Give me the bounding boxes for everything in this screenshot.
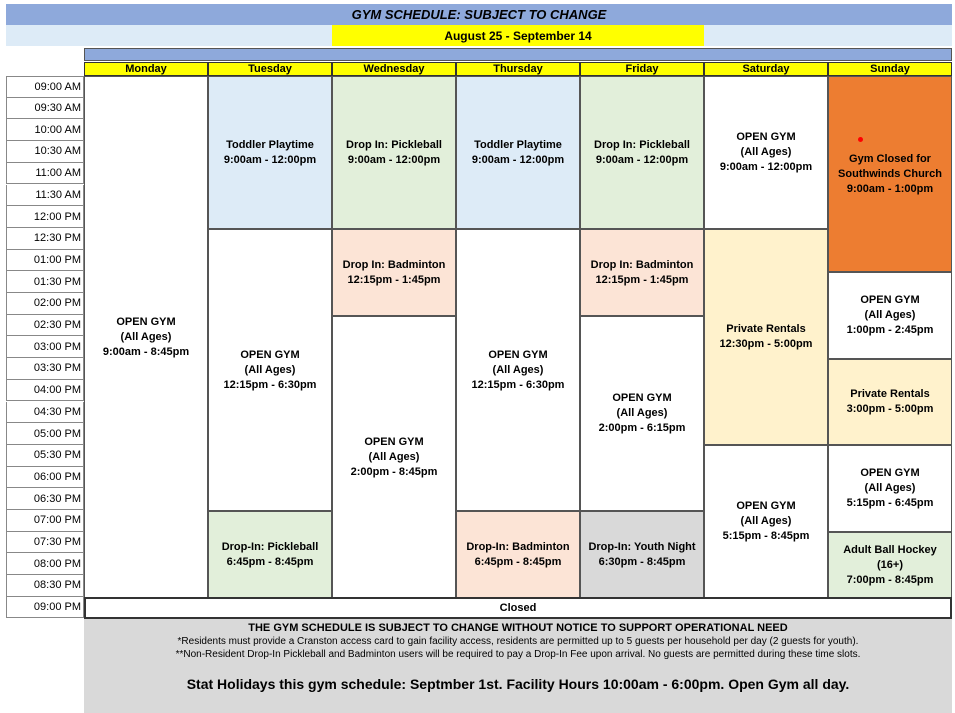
block-friday-youth-night xyxy=(580,511,704,598)
block-saturday-private-rentals xyxy=(704,229,828,445)
time-label: 07:30 PM xyxy=(6,532,84,554)
day-header-tuesday: Tuesday xyxy=(208,62,332,76)
block-line: 6:45pm - 8:45pm xyxy=(226,555,314,568)
block-line: OPEN GYM xyxy=(240,348,300,361)
block-line: OPEN GYM xyxy=(116,315,176,328)
block-line: Southwinds Church xyxy=(838,167,942,180)
block-tuesday-pickleball xyxy=(208,511,332,598)
block-line: OPEN GYM xyxy=(860,467,920,479)
block-line: (16+) xyxy=(877,558,903,571)
block-line: Drop-In: Badminton xyxy=(466,540,570,553)
date-range: August 25 - September 14 xyxy=(332,25,704,46)
footer-notice: THE GYM SCHEDULE IS SUBJECT TO CHANGE WITHOUT NOTICE TO SUPPORT OPERATIONAL NEED xyxy=(248,622,788,634)
block-line: 9:00am - 12:00pm xyxy=(471,153,565,166)
block-line: Gym Closed for xyxy=(849,152,931,165)
block-line: (All Ages) xyxy=(740,146,792,158)
block-line: (All Ages) xyxy=(616,407,668,419)
block-line: 9:00am - 12:00pm xyxy=(347,153,441,166)
block-line: (All Ages) xyxy=(492,363,544,376)
day-header-wednesday: Wednesday xyxy=(332,62,456,76)
block-line: Drop In: Pickleball xyxy=(594,138,690,151)
time-label: 05:30 PM xyxy=(6,445,84,467)
red-dot-marker xyxy=(858,137,863,142)
block-line: 9:00am - 12:00pm xyxy=(719,161,813,173)
block-line: Drop In: Badminton xyxy=(342,258,446,271)
block-line: 5:15pm - 6:45pm xyxy=(846,497,934,509)
time-label: 12:00 PM xyxy=(6,206,84,228)
block-sunday-gym-closed xyxy=(828,76,952,272)
block-sunday-ball-hockey xyxy=(828,532,952,598)
block-line: OPEN GYM xyxy=(736,131,796,143)
block-line: 9:00am - 12:00pm xyxy=(595,153,689,166)
footer-nonresident-note: **Non-Resident Drop-In Pickleball and Badminton users will be required to pay a Drop-In Fee upon arrival. No guests are permitted during these time slots. xyxy=(175,649,861,660)
block-line: 9:00am - 12:00pm xyxy=(223,153,317,166)
time-label: 11:30 AM xyxy=(6,185,84,207)
day-header-sunday: Sunday xyxy=(828,62,952,76)
footer-resident-note: *Residents must provide a Cranston access card to gain facility access, residents are permitted up to 5 guests per household per day (2 guests for youth). xyxy=(177,636,859,647)
time-label: 03:00 PM xyxy=(6,336,84,358)
block-line: Drop In: Pickleball xyxy=(346,138,442,151)
block-line: OPEN GYM xyxy=(364,435,424,448)
time-label: 10:30 AM xyxy=(6,141,84,163)
block-line: (All Ages) xyxy=(864,309,916,321)
time-label: 09:00 PM xyxy=(6,597,84,619)
time-label: 06:30 PM xyxy=(6,488,84,510)
block-saturday-open-gym-evening xyxy=(704,445,828,598)
block-friday-open-gym xyxy=(580,316,704,511)
block-line: 12:15pm - 1:45pm xyxy=(347,273,441,286)
time-label: 04:00 PM xyxy=(6,380,84,402)
block-line: 12:15pm - 6:30pm xyxy=(223,378,317,391)
block-line: 6:30pm - 8:45pm xyxy=(598,555,686,568)
block-thursday-badminton xyxy=(456,511,580,598)
time-label: 11:00 AM xyxy=(6,163,84,185)
block-line: 9:00am - 8:45pm xyxy=(102,345,190,358)
time-label: 05:00 PM xyxy=(6,423,84,445)
block-line: Private Rentals xyxy=(850,388,930,400)
day-header-friday: Friday xyxy=(580,62,704,76)
block-saturday-open-gym-morning xyxy=(704,76,828,229)
block-sunday-private-rentals xyxy=(828,359,952,445)
time-label: 06:00 PM xyxy=(6,467,84,489)
block-line: Private Rentals xyxy=(726,323,806,335)
block-line: Drop-In: Youth Night xyxy=(588,540,696,553)
footer-stat-holidays: Stat Holidays this gym schedule: Septmber 1st. Facility Hours 10:00am - 6:00pm. Open Gym all day. xyxy=(186,676,850,692)
time-label: 01:30 PM xyxy=(6,271,84,293)
block-line: 12:15pm - 6:30pm xyxy=(471,378,565,391)
block-line: (All Ages) xyxy=(740,515,792,527)
block-line: (All Ages) xyxy=(864,482,916,494)
block-line: 12:30pm - 5:00pm xyxy=(719,338,813,350)
block-wednesday-pickleball xyxy=(332,76,456,229)
block-line: 3:00pm - 5:00pm xyxy=(846,403,934,415)
block-friday-badminton xyxy=(580,229,704,316)
block-line: Drop-In: Pickleball xyxy=(221,540,319,553)
block-wednesday-badminton xyxy=(332,229,456,316)
block-line: Toddler Playtime xyxy=(226,138,314,151)
block-line: 6:45pm - 8:45pm xyxy=(474,555,562,568)
block-line: 1:00pm - 2:45pm xyxy=(846,324,934,336)
time-label: 09:30 AM xyxy=(6,98,84,120)
time-label: 12:30 PM xyxy=(6,228,84,250)
time-label: 08:30 PM xyxy=(6,575,84,597)
footer-notes xyxy=(84,619,952,713)
time-label: 08:00 PM xyxy=(6,553,84,575)
block-line: 2:00pm - 6:15pm xyxy=(598,422,686,434)
block-line: 9:00am - 1:00pm xyxy=(846,182,934,195)
block-tuesday-open-gym xyxy=(208,229,332,511)
time-label: 01:00 PM xyxy=(6,250,84,272)
block-sunday-open-gym-afternoon xyxy=(828,272,952,359)
block-thursday-toddler-playtime xyxy=(456,76,580,229)
time-label: 09:00 AM xyxy=(6,76,84,98)
block-tuesday-toddler-playtime xyxy=(208,76,332,229)
block-line: 5:15pm - 8:45pm xyxy=(722,530,810,542)
block-line: OPEN GYM xyxy=(612,392,672,404)
schedule-title: GYM SCHEDULE: SUBJECT TO CHANGE xyxy=(6,4,952,25)
block-line: (All Ages) xyxy=(368,450,420,463)
block-wednesday-open-gym xyxy=(332,316,456,598)
block-friday-pickleball xyxy=(580,76,704,229)
time-label: 02:00 PM xyxy=(6,293,84,315)
time-label: 07:00 PM xyxy=(6,510,84,532)
time-label: 04:30 PM xyxy=(6,402,84,424)
header-divider-bar xyxy=(84,48,952,61)
block-sunday-open-gym-evening xyxy=(828,445,952,532)
day-header-saturday: Saturday xyxy=(704,62,828,76)
block-line: OPEN GYM xyxy=(488,348,548,361)
block-line: 2:00pm - 8:45pm xyxy=(350,465,438,478)
block-thursday-open-gym xyxy=(456,229,580,511)
time-label: 02:30 PM xyxy=(6,315,84,337)
closed-row: Closed xyxy=(84,597,952,619)
block-line: OPEN GYM xyxy=(860,294,920,306)
block-line: Drop In: Badminton xyxy=(590,258,694,271)
time-label: 10:00 AM xyxy=(6,119,84,141)
block-line: Adult Ball Hockey xyxy=(843,543,937,556)
block-line: (All Ages) xyxy=(244,363,296,376)
block-line: (All Ages) xyxy=(120,330,172,343)
day-header-thursday: Thursday xyxy=(456,62,580,76)
block-monday-open-gym xyxy=(84,76,208,598)
block-line: 12:15pm - 1:45pm xyxy=(595,273,689,286)
day-header-monday: Monday xyxy=(84,62,208,76)
block-line: Toddler Playtime xyxy=(474,138,562,151)
block-line: OPEN GYM xyxy=(736,500,796,512)
block-line: 7:00pm - 8:45pm xyxy=(846,573,934,586)
time-label: 03:30 PM xyxy=(6,358,84,380)
